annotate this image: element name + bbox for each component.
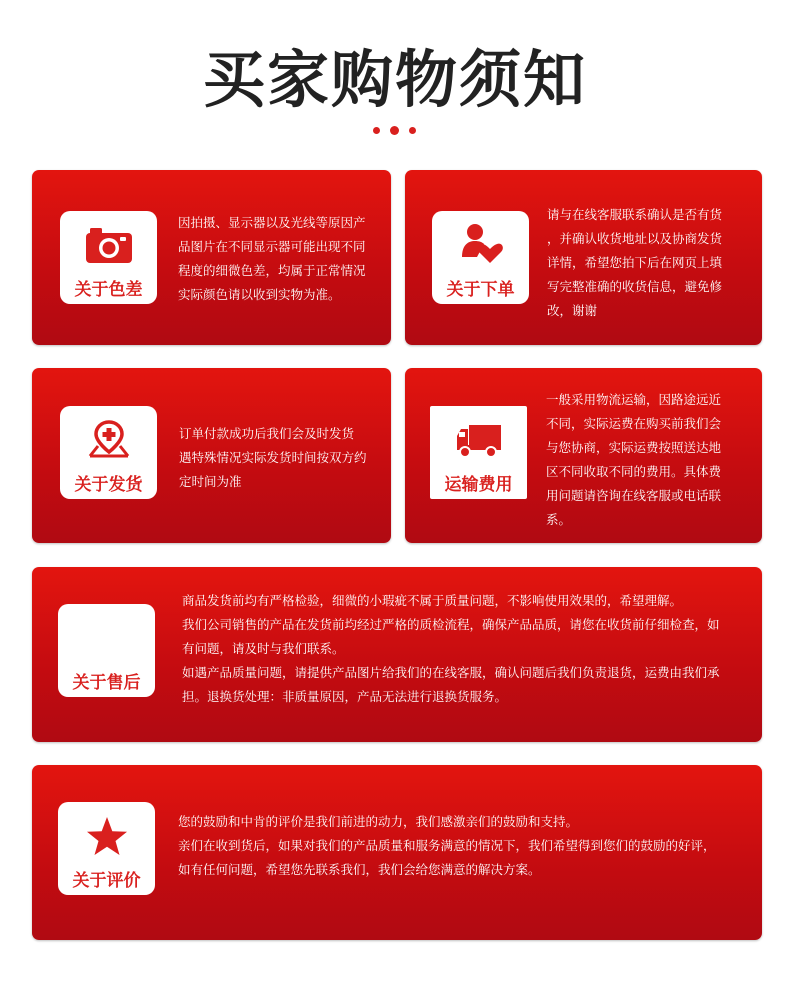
text-line: 订单付款成功后我们会及时发货: [179, 426, 355, 441]
text-line: 不同，实际运费在购买前我们会: [546, 416, 722, 431]
freight-label: 运输费用: [444, 475, 513, 495]
review-label: 关于评价: [72, 871, 141, 891]
text-line: 遇特殊情况实际发货时间按双方约: [179, 450, 367, 465]
truck-icon: [455, 423, 503, 459]
shipping-label: 关于发货: [74, 475, 143, 495]
person-heart-icon: [459, 221, 503, 265]
text-line: 您的鼓励和中肯的评价是我们前进的动力，我们感激亲们的鼓励和支持。: [178, 814, 579, 829]
shipping-card: [32, 368, 391, 543]
text-line: 亲们在收到货后，如果对我们的产品质量和服务满意的情况下，我们希望得到您们的鼓励的好评，: [178, 838, 716, 853]
text-line: 程度的细微色差，均属于正常情况: [178, 263, 366, 278]
text-line: ，并确认收货地址以及协商发货: [547, 231, 723, 246]
text-line: 请与在线客服联系确认是否有货: [547, 207, 723, 222]
text-line: 实际颜色请以收到实物为准。: [178, 287, 341, 302]
shipping-text: [179, 422, 384, 494]
text-line: 一般采用物流运输，因路途远近: [546, 392, 722, 407]
location-pin-icon: [86, 418, 132, 458]
after-sales-card: [32, 567, 762, 742]
text-line: 因拍摄、显示器以及光线等原因产: [178, 215, 366, 230]
color-difference-text: [178, 211, 383, 307]
color-difference-icon-box: [60, 211, 157, 304]
text-line: 品图片在不同显示器可能出现不同: [178, 239, 366, 254]
text-line: 区不同收取不同的费用。具体费: [546, 464, 722, 479]
star-icon: [85, 815, 129, 857]
text-line: 如遇产品质量问题，请提供产品图片给我们的在线客服，确认问题后我们负责退货，运费由我们承: [182, 665, 720, 680]
ordering-card: [405, 170, 762, 345]
text-line: 有问题，请及时与我们联系。: [182, 641, 345, 656]
review-icon-box: [58, 802, 155, 895]
ordering-icon-box: [432, 211, 529, 304]
shipping-icon-box: [60, 406, 157, 499]
text-line: 我们公司销售的产品在发货前均经过严格的质检流程，确保产品品质，请您在收货前仔细检查，如: [182, 617, 720, 632]
page-title: 买家购物须知: [202, 43, 587, 116]
review-text: [178, 810, 753, 882]
freight-card: [405, 368, 762, 543]
text-line: 改，谢谢: [547, 303, 598, 318]
text-line: 如有任何问题，希望您先联系我们，我们会给您满意的解决方案。: [178, 862, 541, 877]
text-line: 系。: [546, 512, 572, 527]
color-difference-card: [32, 170, 391, 345]
camera-icon: [84, 225, 134, 265]
text-line: 写完整准确的收货信息，避免修: [547, 279, 723, 294]
ordering-text: [547, 203, 757, 323]
ordering-label: 关于下单: [446, 280, 515, 300]
text-line: 定时间为准: [179, 474, 242, 489]
text-line: 商品发货前均有严格检验，细微的小瑕疵不属于质量问题，不影响使用效果的，希望理解。: [182, 593, 683, 608]
text-line: 详情，希望您拍下后在网页上填: [547, 255, 723, 270]
color-difference-label: 关于色差: [74, 280, 143, 300]
after-sales-icon-box: [58, 604, 155, 697]
text-line: 担。退换货处理：非质量原因，产品无法进行退换货服务。: [182, 689, 508, 704]
text-line: 用问题请咨询在线客服或电话联: [546, 488, 722, 503]
text-line: 与您协商，实际运费按照送达地: [546, 440, 722, 455]
after-sales-label: 关于售后: [72, 673, 141, 693]
freight-icon-box: [430, 406, 527, 499]
after-sales-text: [182, 589, 757, 709]
review-card: [32, 765, 762, 940]
freight-text: [546, 388, 756, 532]
title-dots-decoration: [373, 127, 417, 135]
